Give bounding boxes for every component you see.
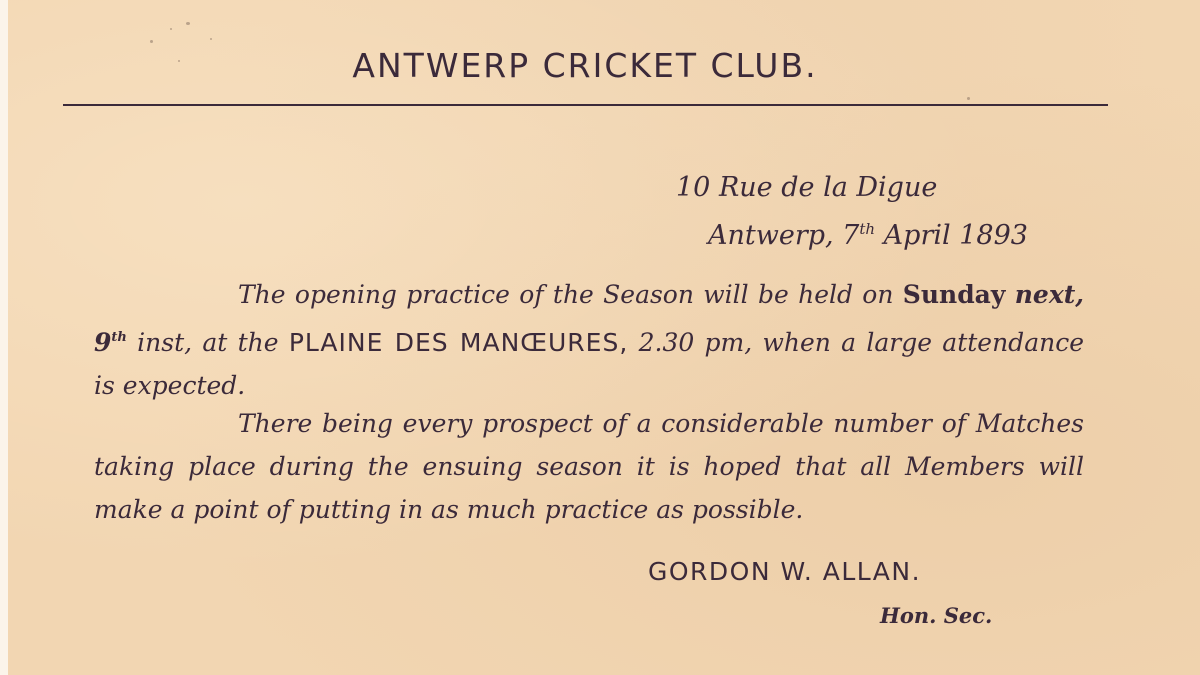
date-day-suffix: th	[859, 220, 876, 238]
para2-text: There being every prospect of a considerable number of Matches taking place during the ensuing season it is hoped that all Members will make a point of putting in as much practice as possible.	[94, 409, 1084, 524]
club-title: ANTWERP CRICKET CLUB.	[352, 46, 818, 85]
paragraph-matches	[94, 402, 1084, 531]
ink-speck	[170, 28, 172, 30]
ink-speck	[210, 38, 212, 40]
paragraph-opening-practice	[94, 273, 1084, 407]
ink-speck	[186, 22, 190, 25]
signature-title: Hon. Sec.	[880, 603, 993, 628]
para1-part3: 2.30 pm, when a large attendance is expected.	[94, 328, 1084, 400]
address-line: 10 Rue de la Digue	[676, 172, 938, 203]
para1-part2: inst, at the	[137, 328, 279, 357]
date-line	[708, 220, 1028, 251]
para1-date: 9	[94, 328, 112, 357]
ink-speck	[150, 40, 153, 43]
header-rule	[63, 104, 1108, 106]
para1-date-suffix: th	[111, 330, 127, 345]
date-city: Antwerp, 7	[708, 220, 860, 251]
card-left-edge	[0, 0, 8, 675]
para1-venue: PLAINE DES MANŒURES,	[288, 328, 629, 357]
signature-name: GORDON W. ALLAN.	[648, 557, 922, 586]
para1-next: next,	[1014, 280, 1084, 309]
para1-day: Sunday	[902, 280, 1006, 309]
date-month-year: April 1893	[883, 220, 1028, 251]
para1-part1: The opening practice of the Season will be held on	[238, 280, 894, 309]
ink-speck	[967, 97, 970, 100]
